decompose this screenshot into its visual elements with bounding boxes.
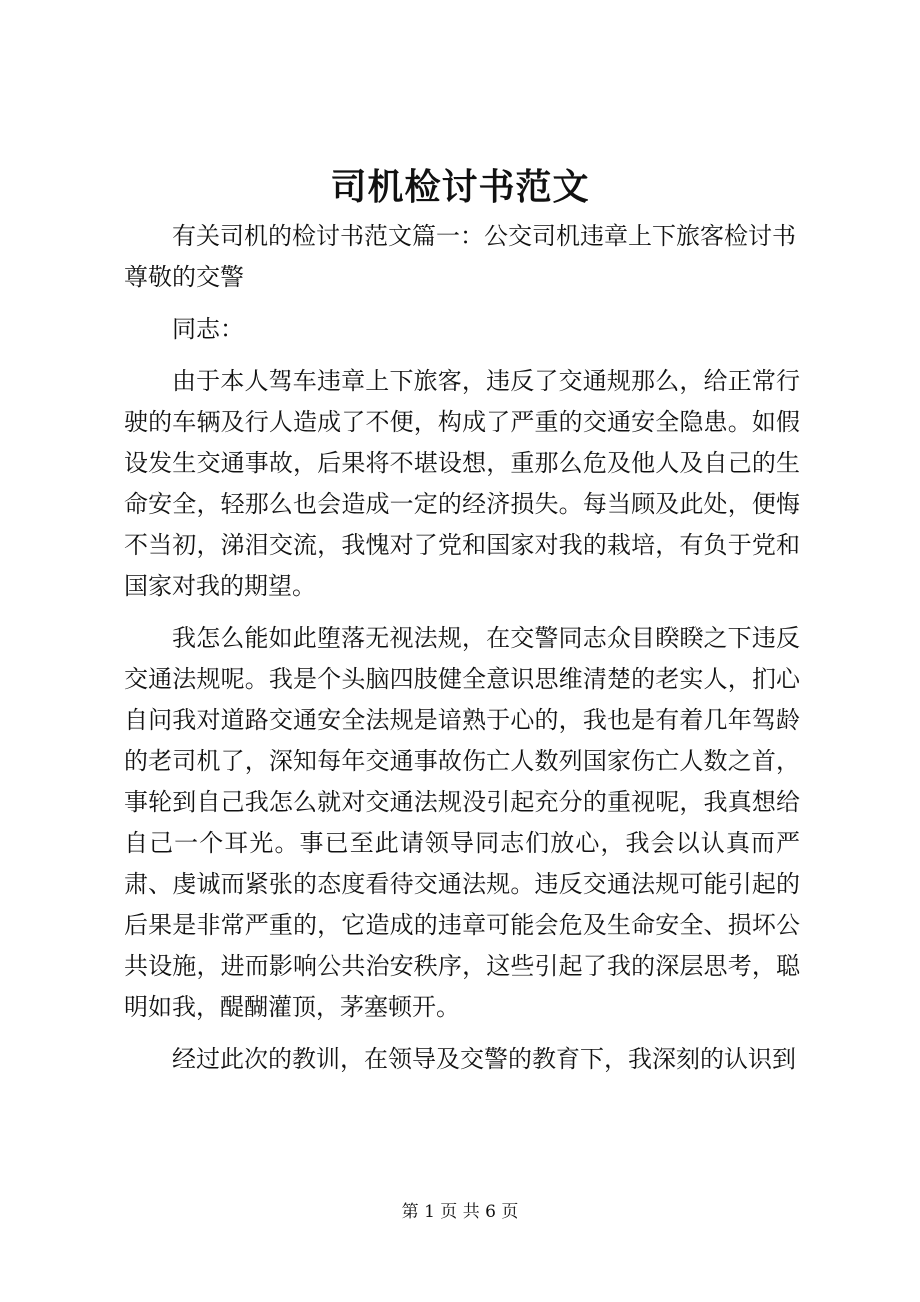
paragraph-body-3: 经过此次的教训，在领导及交警的教育下，我深刻的认识到 [172,1045,796,1073]
document-body [124,216,800,1080]
paragraph-salutation-cont: 同志： [172,315,244,343]
document-title: 司机检讨书范文 [330,166,590,208]
paragraph-body-1: 由于本人驾车违章上下旅客，违反了交通规那么，给正常行驶的车辆及行人造成了不便，构成了严重的交通安全隐患。如假设发生交通事故，后果将不堪设想，重那么危及他人及自己的生命安全，轻那么也会造成一定的经济损失。每当顾及此处，便悔不当初，涕泪交流，我愧对了党和国家对我的栽培，有负于党和国家对我的期望。 [124,367,800,600]
paragraph-body-2: 我怎么能如此堕落无视法规，在交警同志众目睽睽之下违反交通法规呢。我是个头脑四肢健全意识思维清楚的老实人，扪心自问我对道路交通安全法规是谙熟于心的，我也是有着几年驾龄的老司机了，深知每年交通事故伤亡人数列国家伤亡人数之首，事轮到自己我怎么就对交通法规没引起充分的重视呢，我真想给自己一个耳光。事已至此请领导同志们放心，我会以认真而严肃、虔诚而紧张的态度看待交通法规。违反交通法规可能引起的后果是非常严重的，它造成的违章可能会危及生命安全、损坏公共设施，进而影响公共治安秩序，这些引起了我的深层思考，聪明如我，醍醐灌顶，茅塞顿开。 [124,624,800,1021]
paragraph-heading: 有关司机的检讨书范文篇一：公交司机违章上下旅客检讨书 [172,222,796,250]
page-number-footer: 第 1 页 共 6 页 [401,1202,519,1222]
paragraph-salutation: 尊敬的交警 [124,263,244,291]
